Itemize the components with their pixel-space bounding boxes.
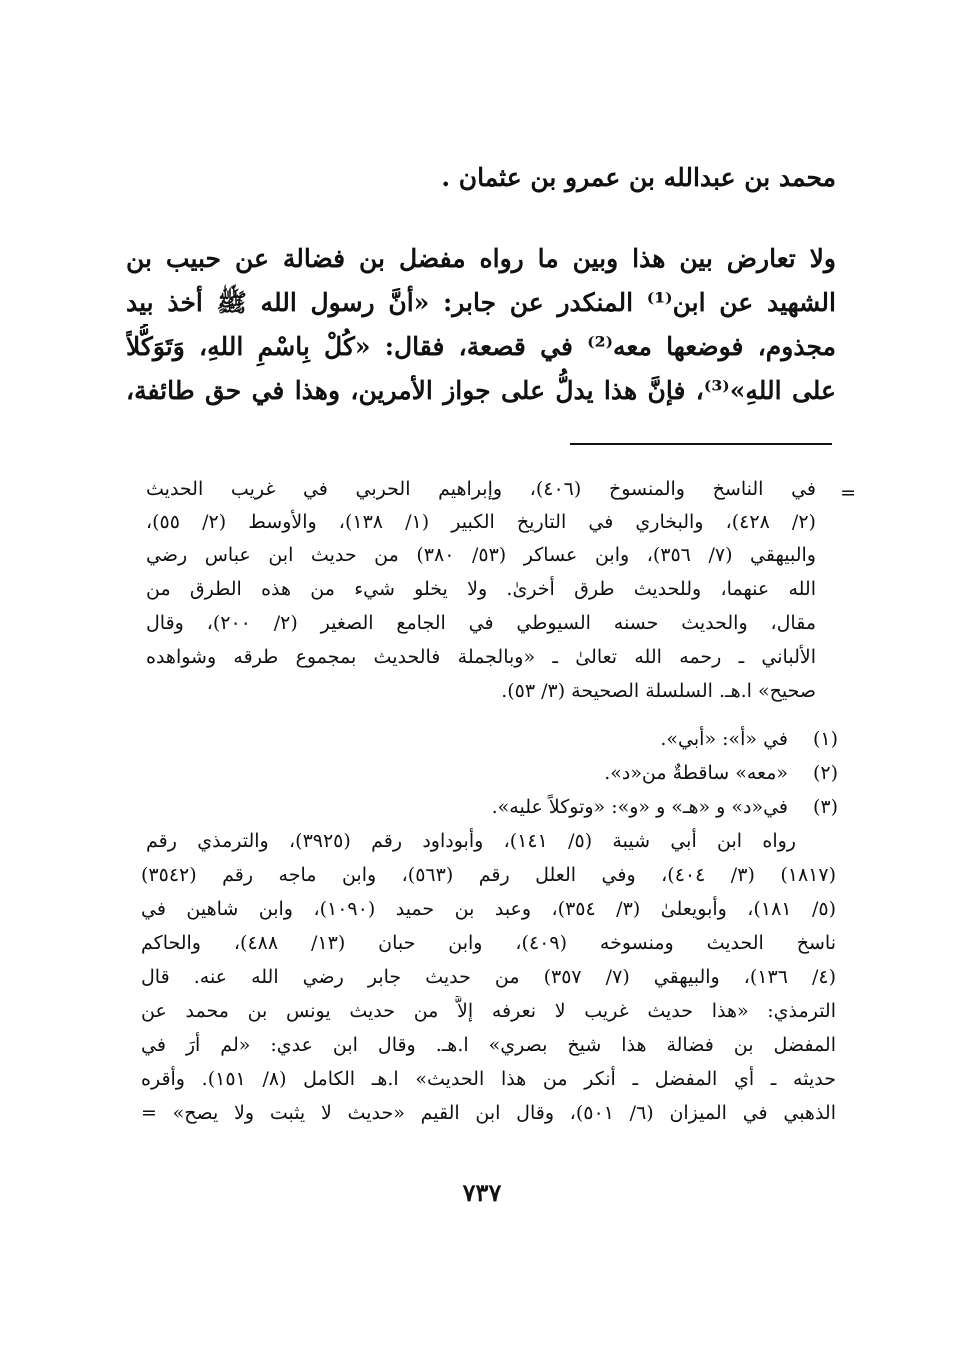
paragraph-line-2: الشهيد عن ابن⁽¹⁾ المنكدر عن جابر: «أنَّ رسول الله ﷺ أخذ بيد bbox=[126, 288, 836, 317]
footnote-continuation-line-3: والبيهقي (٧/ ٣٥٦)، وابن عساكر (٥٣/ ٣٨٠) من حديث ابن عباس رضي bbox=[146, 544, 816, 566]
page-number: ٧٣٧ bbox=[462, 1178, 502, 1207]
footnote-1-number: (١) bbox=[812, 728, 838, 750]
continuation-mark: = bbox=[840, 482, 856, 504]
footnote-separator bbox=[570, 443, 832, 445]
footnote-continuation-line-1: في الناسخ والمنسوخ (٤٠٦)، وإبراهيم الحربي في غريب الحديث bbox=[146, 478, 816, 500]
heading-line: محمد بن عبدالله بن عمرو بن عثمان . bbox=[441, 163, 836, 192]
footnote-2-number: (٢) bbox=[812, 762, 838, 784]
footnote-3-line-4: ناسخ الحديث ومنسوخه (٤٠٩)، وابن حبان (١٣/ ٤٨٨)، والحاكم bbox=[141, 932, 836, 954]
footnote-3-line-6: الترمذي: «هذا حديث غريب لا نعرفه إلاَّ من حديث يونس بن محمد عن bbox=[141, 1000, 836, 1022]
footnote-3-line-8: حديثه ـ أي المفضل ـ أنكر من هذا الحديث» ا.هـ الكامل (٨/ ١٥١). وأقره bbox=[141, 1068, 836, 1090]
footnote-3-line-1: رواه ابن أبي شيبة (٥/ ١٤١)، وأبوداود رقم (٣٩٢٥)، والترمذي رقم bbox=[146, 830, 796, 852]
paragraph-line-1: ولا تعارض بين هذا وبين ما رواه مفضل بن فضالة عن حبيب بن bbox=[126, 244, 836, 273]
footnote-2-text: «معه» ساقطةٌ من«د». bbox=[604, 762, 788, 784]
paragraph-line-3: مجذوم، فوضعها معه⁽²⁾ في قصعة، فقال: «كُلْ بِاسْمِ اللهِ، وَتَوَكُّلاً bbox=[126, 332, 836, 361]
footnote-3-line-2: (١٨١٧) (٣/ ٤٠٤)، وفي العلل رقم (٥٦٣)، وابن ماجه رقم (٣٥٤٢) bbox=[141, 864, 836, 886]
footnote-continuation-line-2: (٢/ ٤٢٨)، والبخاري في التاريخ الكبير (١/ ١٣٨)، والأوسط (٢/ ٥٥)، bbox=[146, 511, 816, 533]
footnote-continuation-line-7: صحيح» ا.هـ. السلسلة الصحيحة (٣/ ٥٣). bbox=[501, 680, 816, 702]
footnote-1-text: في «أ»: «أبي». bbox=[660, 728, 788, 750]
footnote-3-line-7: المفضل بن فضالة هذا شيخ بصري» ا.هـ. وقال ابن عدي: «لم أرَ في bbox=[141, 1034, 836, 1056]
footnote-3-text: في«د» و «هـ» و «و»: «وتوكلاً عليه». bbox=[491, 796, 788, 818]
footnote-3-number: (٣) bbox=[812, 796, 838, 818]
paragraph-line-4: على اللهِ»⁽³⁾، فإنَّ هذا يدلُّ على جواز الأمرين، وهذا في حق طائفة، bbox=[126, 376, 836, 405]
footnote-continuation-line-4: الله عنهما، وللحديث طرق أخرىٰ. ولا يخلو شيء من هذه الطرق من bbox=[146, 578, 816, 600]
footnote-3-line-9: الذهبي في الميزان (٦/ ٥٠١)، وقال ابن القيم «حديث لا يثبت ولا يصح» = bbox=[141, 1102, 836, 1124]
footnote-3-line-5: (٤/ ١٣٦)، والبيهقي (٧/ ٣٥٧) من حديث جابر رضي الله عنه. قال bbox=[141, 966, 836, 988]
footnote-continuation-line-5: مقال، والحديث حسنه السيوطي في الجامع الصغير (٢/ ٢٠٠)، وقال bbox=[146, 612, 816, 634]
footnote-3-line-3: (٥/ ١٨١)، وأبويعلىٰ (٣/ ٣٥٤)، وعبد بن حميد (١٠٩٠)، وابن شاهين في bbox=[141, 898, 836, 920]
footnote-continuation-line-6: الألباني ـ رحمه الله تعالىٰ ـ «وبالجملة فالحديث بمجموع طرقه وشواهده bbox=[146, 646, 816, 668]
